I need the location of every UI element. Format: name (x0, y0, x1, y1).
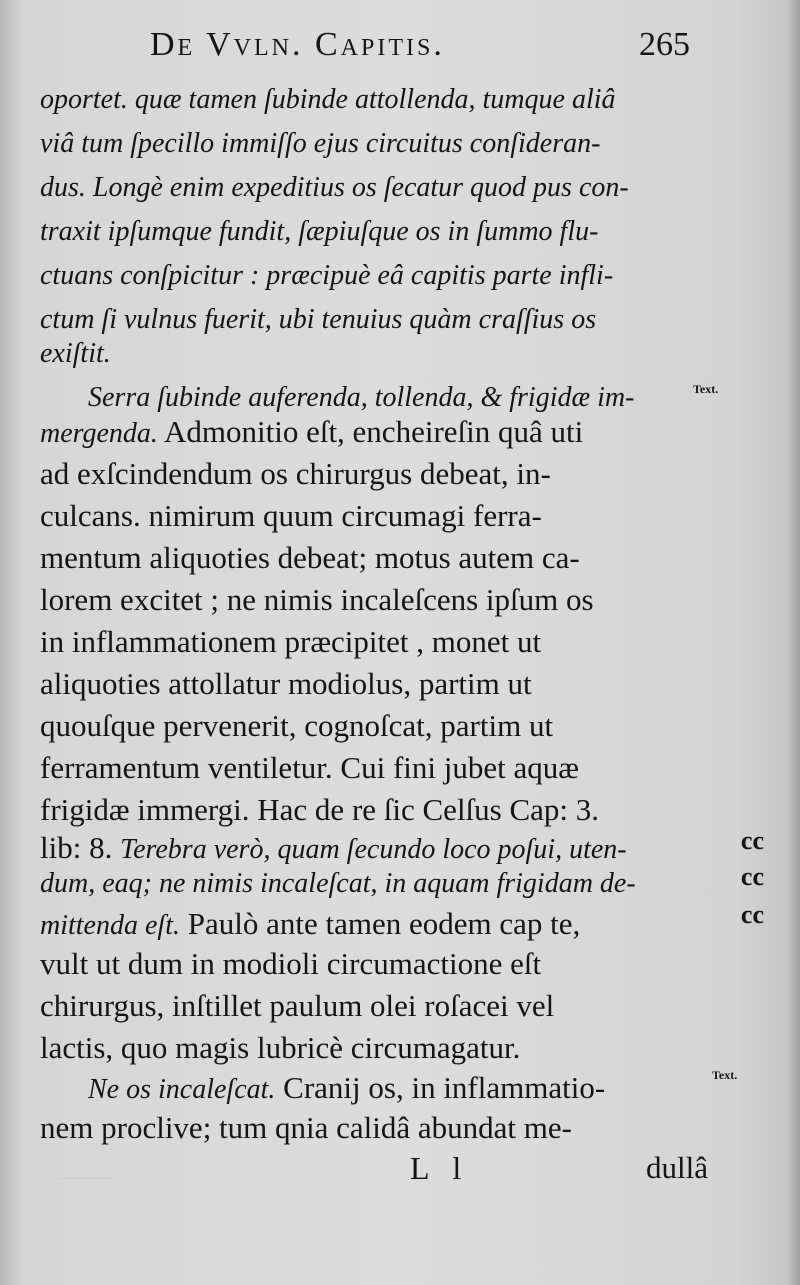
text-line: oportet. quæ tamen ſubinde attollenda, tumque aliâ (40, 84, 616, 115)
quote-mark: cc (740, 826, 764, 855)
quotation-line: dum, eaq; ne nimis incaleſcat, in aquam frigidam de- (40, 868, 636, 899)
text-line: ferramentum ventiletur. Cui fini jubet aquæ (40, 750, 579, 785)
lemma-line: Serra ſubinde auferenda, tollenda, & frigidæ im- (88, 382, 635, 413)
text-line: mentum aliquoties debeat; motus autem ca- (40, 540, 580, 575)
text-segment: Cranij os, in inflammatio- (275, 1070, 606, 1105)
text-line: lactis, quo magis lubricè circumagatur. (40, 1030, 521, 1065)
text-line: viâ tum ſpecillo immiſſo ejus circuitus conſideran- (40, 128, 601, 159)
quotation: Terebra verò, quam ſecundo loco poſui, uten- (120, 834, 627, 865)
signature-mark: L l (410, 1150, 470, 1186)
text-line: ad exſcindendum os chirurgus debeat, in- (40, 456, 551, 491)
text-line: frigidæ immergi. Hac de re ſic Celſus Cap: 3. (40, 792, 600, 827)
text-line: lorem excitet ; ne nimis incaleſcens ipſum os (40, 582, 594, 617)
page-edge-shadow (786, 0, 800, 1285)
text-line: nem proclive; tum qnia calidâ abundat me- (40, 1110, 572, 1145)
quote-mark: cc (740, 862, 764, 891)
quotation-end: mittenda eſt. (40, 910, 180, 941)
text-segment: Paulò ante tamen eodem cap te, (179, 906, 581, 941)
text-line: ctum ſi vulnus fuerit, ubi tenuius quàm craſſius os (40, 304, 597, 335)
text-line: culcans. nimirum quum circumagi ferra- (40, 498, 542, 533)
text-line: chirurgus, inſtillet paulum olei roſacei vel (40, 988, 555, 1023)
catchword: dullâ (646, 1150, 708, 1185)
text-line: aliquoties attollatur modiolus, partim ut (40, 666, 532, 701)
text-line: ctuans conſpicitur : præcipuè eâ capitis parte infli- (40, 260, 614, 291)
margin-note: Text. (693, 382, 719, 396)
text-segment: Admonitio eſt, encheireſin quâ uti (157, 414, 584, 449)
text-line (40, 410, 583, 456)
quote-mark: cc (740, 900, 764, 929)
running-head: De Vvln. Capitis. (150, 26, 445, 63)
text-line: traxit ipſumque fundit, ſæpiuſque os in ſummo flu- (40, 216, 599, 247)
lemma-end: mergenda. (40, 418, 158, 449)
page-header (150, 22, 690, 72)
text-line: exiſtit. (40, 338, 111, 369)
text-segment: lib: 8. (40, 830, 121, 865)
page-number: 265 (639, 26, 690, 63)
text-line: dus. Longè enim expeditius os ſecatur quod pus con- (40, 172, 629, 203)
text-line: in inflammationem præcipitet , monet ut (40, 624, 542, 659)
text-line: vult ut dum in modioli circumactione eſt (40, 946, 542, 981)
text-line: quouſque pervenerit, cognoſcat, partim ut (40, 708, 554, 743)
page-footer (0, 1150, 800, 1190)
bleed-through-mark (60, 1160, 110, 1179)
lemma: Ne os incaleſcat. (88, 1074, 276, 1105)
margin-note: Text. (712, 1068, 738, 1082)
